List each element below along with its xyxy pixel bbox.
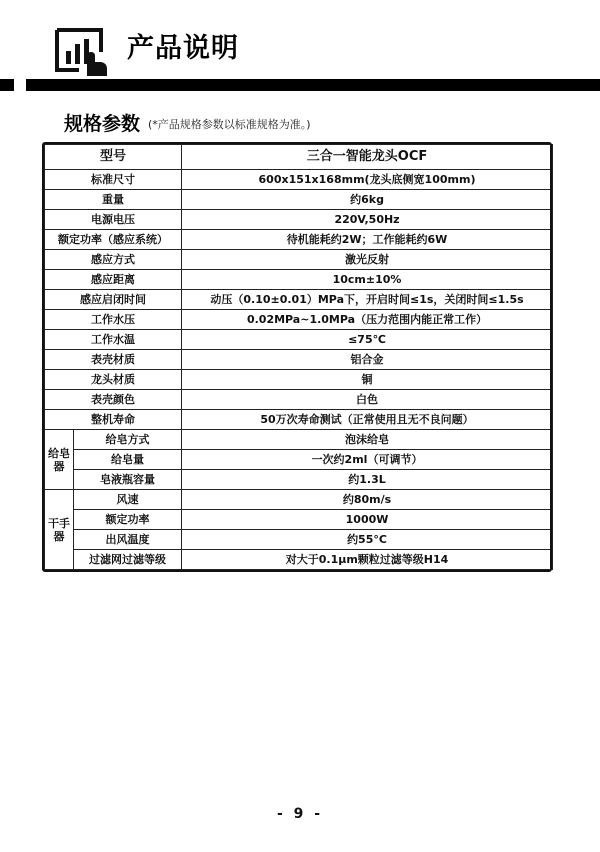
table-row [45,350,553,370]
row-label: 感应距离 [45,270,182,290]
row-label: 表壳颜色 [45,390,182,410]
row-label: 标准尺寸 [45,170,182,190]
row-label: 额定功率 [74,510,182,530]
table-head-row [45,145,553,170]
row-value: 铜 [182,370,553,390]
row-label: 工作水温 [45,330,182,350]
row-value: 泡沫给皂 [182,430,553,450]
table-row [45,370,553,390]
dryer-group-label: 干手器 [45,490,74,570]
row-label: 感应启闭时间 [45,290,182,310]
row-label: 过滤网过滤等级 [74,550,182,570]
table-row [45,230,553,250]
header-bar-notch [14,79,26,91]
header-title: 产品说明 [127,33,239,64]
row-label: 额定功率（感应系统） [45,230,182,250]
section-note: (*产品规格参数以标准规格为准。) [148,118,311,131]
row-label: 给皂方式 [74,430,182,450]
row-value: 600x151x168mm(龙头底侧宽100mm) [182,170,553,190]
page-number: - 9 - [276,806,324,822]
table-head-label: 型号 [45,145,182,170]
row-value: 约80m/s [182,490,553,510]
table-row [45,170,553,190]
row-value: 激光反射 [182,250,553,270]
section-title: 规格参数 [64,113,141,135]
row-value: 对大于0.1μm颗粒过滤等级H14 [182,550,553,570]
table-row [45,470,553,490]
row-value: 铝合金 [182,350,553,370]
table-row [45,550,553,570]
row-value: 动压（0.10±0.01）MPa下，开启时间≤1s，关闭时间≤1.5s [182,290,553,310]
table-row [45,450,553,470]
row-value: 待机能耗约2W；工作能耗约6W [182,230,553,250]
table-row [45,430,553,450]
table-row [45,330,553,350]
row-label: 整机寿命 [45,410,182,430]
row-value: 约6kg [182,190,553,210]
table-row [45,390,553,410]
row-label: 重量 [45,190,182,210]
row-label: 电源电压 [45,210,182,230]
table-row [45,290,553,310]
table-row [45,530,553,550]
row-value: 220V,50Hz [182,210,553,230]
row-value: 10cm±10% [182,270,553,290]
row-label: 出风温度 [74,530,182,550]
row-label: 风速 [74,490,182,510]
row-label: 工作水压 [45,310,182,330]
row-value: 1000W [182,510,553,530]
row-label: 龙头材质 [45,370,182,390]
row-value: 50万次寿命测试（正常使用且无不良问题） [182,410,553,430]
table-row [45,510,553,530]
row-value: 约55°C [182,530,553,550]
table-row [45,270,553,290]
page-header [0,0,600,100]
table-row [45,190,553,210]
table-row [45,410,553,430]
row-value: 0.02MPa~1.0MPa（压力范围内能正常工作） [182,310,553,330]
header-divider-bar [0,79,600,91]
row-value: 一次约2ml（可调节） [182,450,553,470]
row-value: 白色 [182,390,553,410]
row-label: 皂液瓶容量 [74,470,182,490]
table-row [45,250,553,270]
chart-hand-icon [53,22,113,78]
row-label: 表壳材质 [45,350,182,370]
row-label: 给皂量 [74,450,182,470]
row-value: ≤75℃ [182,330,553,350]
row-label: 感应方式 [45,250,182,270]
table-row [45,490,553,510]
table-head-value: 三合一智能龙头OCF [182,145,553,170]
spec-table [44,144,553,570]
row-value: 约1.3L [182,470,553,490]
table-row [45,210,553,230]
table-row [45,310,553,330]
soap-group-label: 给皂器 [45,430,74,490]
